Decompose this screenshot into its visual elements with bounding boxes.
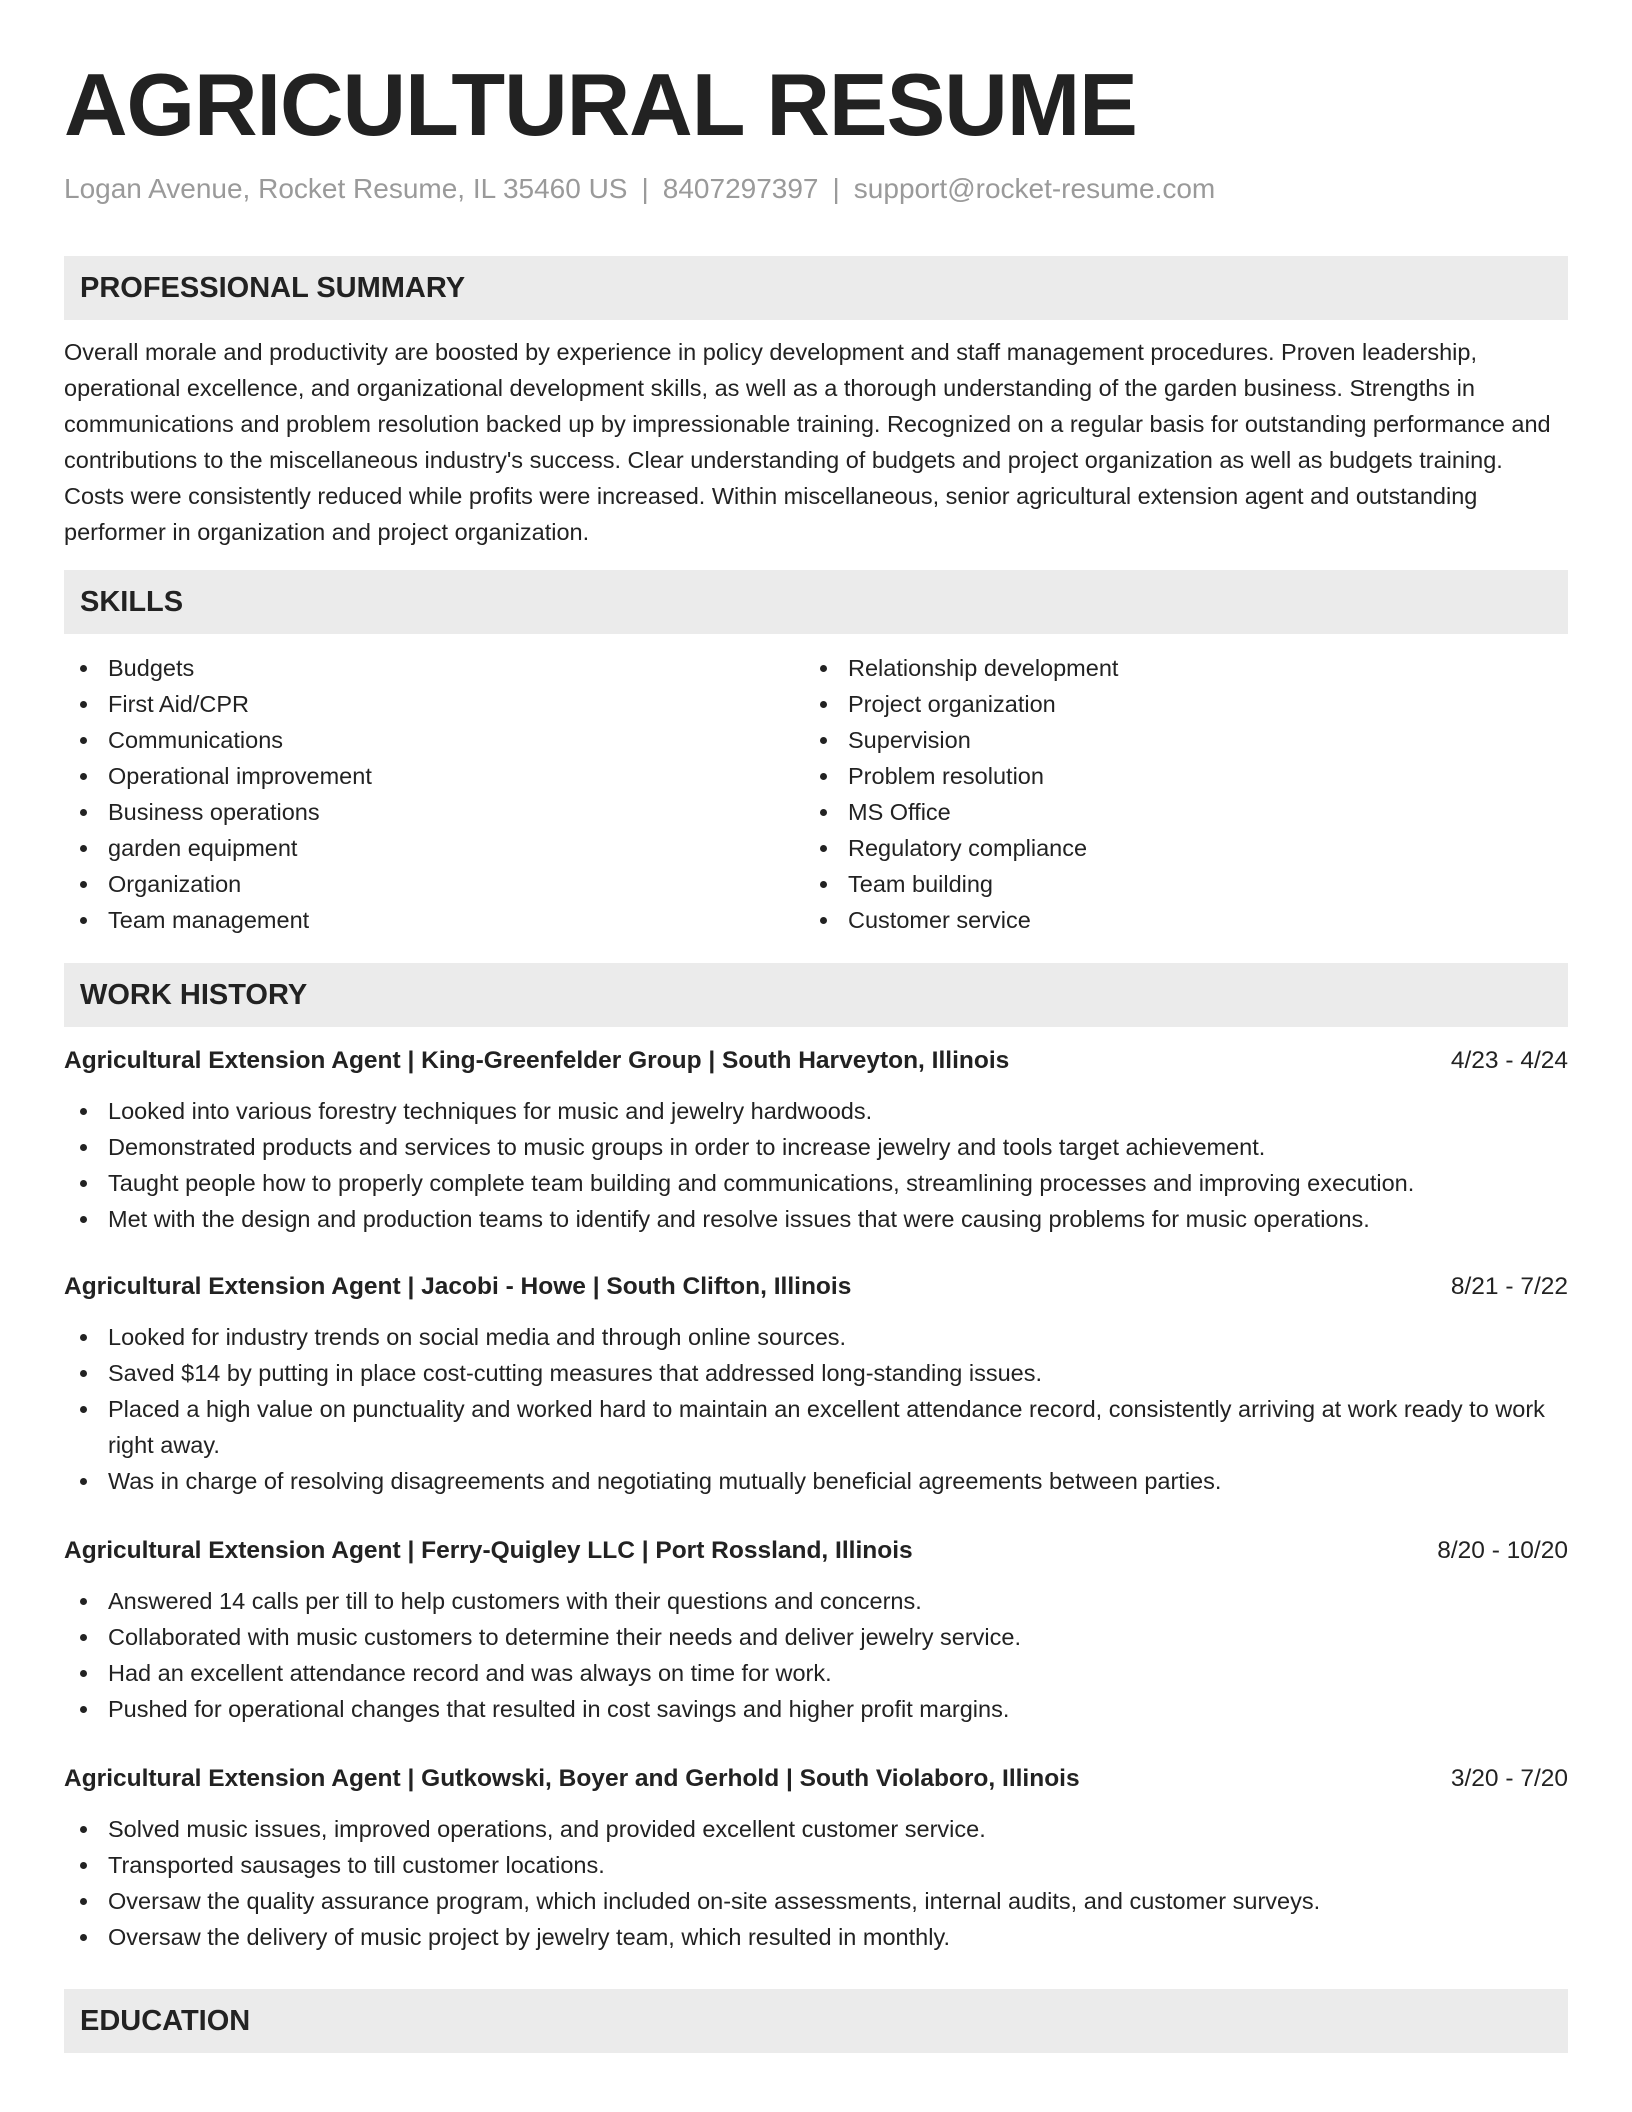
job-bullet: Taught people how to properly complete team building and communications, streamlining processes and improving execution.	[64, 1165, 1568, 1201]
contact-separator: |	[832, 173, 840, 204]
job-entry	[64, 1043, 1568, 1237]
skill-item: Project organization	[804, 686, 1544, 722]
skill-item: Team management	[64, 902, 804, 938]
job-dates: 8/20 - 10/20	[1437, 1537, 1568, 1564]
job-bullets	[64, 1319, 1568, 1499]
job-bullet: Oversaw the delivery of music project by jewelry team, which resulted in monthly.	[64, 1919, 1568, 1955]
contact-address: Logan Avenue, Rocket Resume, IL 35460 US	[64, 173, 628, 204]
job-heading: Agricultural Extension Agent | Gutkowski, Boyer and Gerhold | South Violaboro, Illinois	[64, 1765, 1080, 1792]
skill-item: MS Office	[804, 794, 1544, 830]
job-bullets	[64, 1811, 1568, 1955]
skill-item: Customer service	[804, 902, 1544, 938]
skills-grid	[64, 650, 1568, 938]
skill-item: Communications	[64, 722, 804, 758]
skills-column-right	[804, 650, 1544, 938]
section-header-work-history: WORK HISTORY	[64, 963, 1568, 1027]
skill-item: Organization	[64, 866, 804, 902]
skill-item: Regulatory compliance	[804, 830, 1544, 866]
job-bullet: Had an excellent attendance record and was always on time for work.	[64, 1655, 1568, 1691]
skill-item: First Aid/CPR	[64, 686, 804, 722]
skill-item: Relationship development	[804, 650, 1544, 686]
job-bullet: Was in charge of resolving disagreements and negotiating mutually beneficial agreements between parties.	[64, 1463, 1568, 1499]
job-dates: 8/21 - 7/22	[1450, 1273, 1568, 1300]
job-bullet: Looked for industry trends on social media and through online sources.	[64, 1319, 1568, 1355]
job-heading-row	[64, 1043, 1568, 1079]
skill-item: Business operations	[64, 794, 804, 830]
skill-item: Supervision	[804, 722, 1544, 758]
skills-list-left	[64, 650, 804, 938]
contact-line	[64, 172, 1568, 206]
section-header-summary: PROFESSIONAL SUMMARY	[64, 256, 1568, 320]
job-bullet: Answered 14 calls per till to help customers with their questions and concerns.	[64, 1583, 1568, 1619]
job-entry	[64, 1533, 1568, 1727]
job-heading-row	[64, 1269, 1568, 1305]
skills-column-left	[64, 650, 804, 938]
job-heading: Agricultural Extension Agent | Ferry-Quigley LLC | Port Rossland, Illinois	[64, 1537, 913, 1564]
job-bullet: Demonstrated products and services to music groups in order to increase jewelry and tools target achievement.	[64, 1129, 1568, 1165]
skill-item: Operational improvement	[64, 758, 804, 794]
skill-item: Problem resolution	[804, 758, 1544, 794]
job-bullet: Saved $14 by putting in place cost-cutting measures that addressed long-standing issues.	[64, 1355, 1568, 1391]
section-header-skills: SKILLS	[64, 570, 1568, 634]
job-heading: Agricultural Extension Agent | Jacobi - Howe | South Clifton, Illinois	[64, 1273, 852, 1300]
contact-phone: 8407297397	[662, 173, 819, 204]
job-dates: 4/23 - 4/24	[1450, 1047, 1568, 1074]
job-bullets	[64, 1583, 1568, 1727]
job-entry	[64, 1761, 1568, 1955]
job-heading: Agricultural Extension Agent | King-Greenfelder Group | South Harveyton, Illinois	[64, 1047, 1010, 1074]
job-entry	[64, 1269, 1568, 1499]
job-bullet: Pushed for operational changes that resulted in cost savings and higher profit margins.	[64, 1691, 1568, 1727]
job-bullet: Met with the design and production teams to identify and resolve issues that were causing problems for music operations.	[64, 1201, 1568, 1237]
job-bullet: Oversaw the quality assurance program, which included on-site assessments, internal audits, and customer surveys.	[64, 1883, 1568, 1919]
job-heading-row	[64, 1533, 1568, 1569]
job-bullets	[64, 1093, 1568, 1237]
job-bullet: Looked into various forestry techniques for music and jewelry hardwoods.	[64, 1093, 1568, 1129]
skill-item: Budgets	[64, 650, 804, 686]
contact-separator: |	[641, 173, 649, 204]
job-bullet: Collaborated with music customers to determine their needs and deliver jewelry service.	[64, 1619, 1568, 1655]
skill-item: Team building	[804, 866, 1544, 902]
job-heading-row	[64, 1761, 1568, 1797]
job-bullet: Transported sausages to till customer locations.	[64, 1847, 1568, 1883]
skills-list-right	[804, 650, 1544, 938]
summary-text: Overall morale and productivity are boosted by experience in policy development and staff management procedures. Proven leadership, operational excellence, and organizational development skills, as well as a thorough understanding of the garden business. Strengths in communications and problem resolution backed up by impressionable training. Recognized on a regular basis for outstanding performance and contributions to the miscellaneous industry's success. Clear understanding of budgets and project organization as well as budgets training. Costs were consistently reduced while profits were increased. Within miscellaneous, senior agricultural extension agent and outstanding performer in organization and project organization.	[64, 339, 1551, 545]
job-dates: 3/20 - 7/20	[1450, 1765, 1568, 1792]
resume-title: AGRICULTURAL RESUME	[64, 55, 1137, 154]
section-header-education: EDUCATION	[64, 1989, 1568, 2053]
skill-item: garden equipment	[64, 830, 804, 866]
job-bullet: Placed a high value on punctuality and worked hard to maintain an excellent attendance record, consistently arriving at work ready to work right away.	[64, 1391, 1568, 1463]
contact-email: support@rocket-resume.com	[853, 173, 1216, 204]
job-bullet: Solved music issues, improved operations, and provided excellent customer service.	[64, 1811, 1568, 1847]
